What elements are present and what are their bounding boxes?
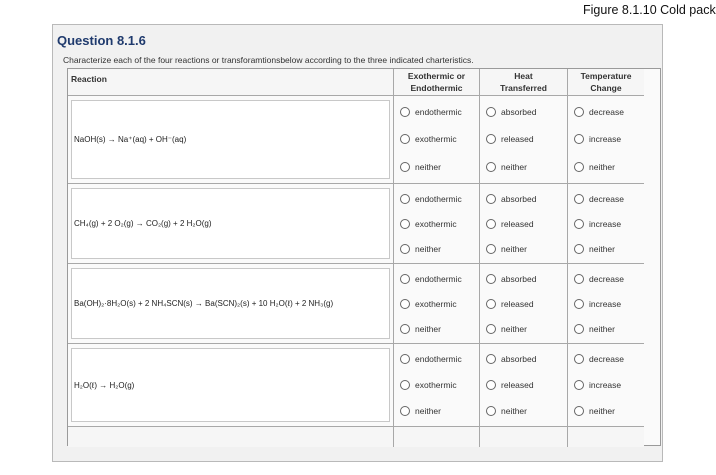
header-heat-line2: Transferred (500, 83, 547, 93)
radio-option-increase[interactable] (574, 219, 644, 229)
radio-option-neither[interactable] (400, 324, 479, 334)
radio-option-neither[interactable] (574, 324, 644, 334)
radio-icon[interactable] (486, 380, 496, 390)
header-temp (568, 69, 644, 96)
exo-endo-options (394, 184, 480, 264)
option-label: absorbed (501, 106, 537, 117)
figure-caption: Figure 8.1.10 Cold pack (583, 3, 716, 17)
temp-options (568, 96, 644, 184)
radio-icon[interactable] (400, 107, 410, 117)
temp-options (568, 264, 644, 344)
radio-option-neither[interactable] (574, 162, 644, 172)
radio-icon[interactable] (400, 354, 410, 364)
radio-option-absorbed[interactable] (486, 274, 567, 284)
header-reaction (68, 69, 394, 96)
radio-icon[interactable] (486, 354, 496, 364)
radio-icon[interactable] (574, 244, 584, 254)
option-label: exothermic (415, 218, 457, 229)
option-label: decrease (589, 354, 624, 364)
radio-icon[interactable] (574, 324, 584, 334)
option-label: neither (501, 406, 527, 416)
option-label: neither (589, 323, 615, 334)
radio-icon[interactable] (400, 380, 410, 390)
radio-option-decrease[interactable] (574, 194, 644, 204)
heat-options (480, 264, 568, 344)
radio-option-absorbed[interactable] (486, 194, 567, 204)
radio-icon[interactable] (486, 194, 496, 204)
temp-options (568, 344, 644, 427)
option-label: endothermic (415, 106, 462, 117)
heat-options (480, 96, 568, 184)
question-instructions: Characterize each of the four reactions or transforamtionsbelow according to the three indicated charteristics. (63, 55, 474, 65)
option-label: neither (415, 243, 441, 254)
option-label: neither (589, 162, 615, 173)
table-row (68, 184, 394, 264)
radio-option-neither[interactable] (486, 406, 567, 416)
radio-icon[interactable] (574, 354, 584, 364)
radio-option-absorbed[interactable] (486, 354, 567, 364)
radio-icon[interactable] (574, 107, 584, 117)
option-label: increase (589, 218, 622, 229)
characterization-table (67, 68, 661, 446)
radio-icon[interactable] (574, 274, 584, 284)
radio-icon[interactable] (486, 134, 496, 144)
option-label: exothermic (415, 380, 457, 390)
radio-icon[interactable] (486, 324, 496, 334)
radio-option-increase[interactable] (574, 380, 644, 390)
radio-option-increase[interactable] (574, 134, 644, 144)
option-label: neither (501, 323, 527, 334)
radio-option-exothermic[interactable] (400, 299, 479, 309)
radio-icon[interactable] (400, 299, 410, 309)
radio-option-released[interactable] (486, 134, 567, 144)
header-heat (480, 69, 568, 96)
header-heat-line1: Heat (514, 71, 533, 81)
reaction-equation: CH₄(g) + 2 O₂(g) → CO₂(g) + 2 H₂O(g) (71, 188, 390, 259)
radio-option-released[interactable] (486, 380, 567, 390)
option-label: decrease (589, 273, 624, 284)
radio-icon[interactable] (574, 134, 584, 144)
radio-option-released[interactable] (486, 299, 567, 309)
option-label: absorbed (501, 354, 537, 364)
radio-option-endothermic[interactable] (400, 354, 479, 364)
option-label: neither (415, 323, 441, 334)
exo-endo-options (394, 264, 480, 344)
heat-options (480, 184, 568, 264)
radio-option-endothermic[interactable] (400, 274, 479, 284)
radio-option-endothermic[interactable] (400, 107, 479, 117)
radio-option-exothermic[interactable] (400, 380, 479, 390)
table-spacer (68, 427, 394, 447)
radio-icon[interactable] (400, 134, 410, 144)
option-label: endothermic (415, 354, 462, 364)
header-temp-line2: Change (590, 83, 622, 93)
option-label: increase (589, 134, 622, 145)
exo-endo-options (394, 344, 480, 427)
option-label: released (501, 218, 534, 229)
radio-option-endothermic[interactable] (400, 194, 479, 204)
header-temp-line1: Temperature (580, 71, 632, 81)
option-label: neither (501, 162, 527, 173)
option-label: neither (589, 406, 615, 416)
radio-icon[interactable] (486, 244, 496, 254)
radio-icon[interactable] (486, 299, 496, 309)
radio-option-neither[interactable] (400, 244, 479, 254)
option-label: increase (589, 298, 622, 309)
option-label: exothermic (415, 298, 457, 309)
question-title: Question 8.1.6 (57, 33, 146, 48)
table-row (68, 96, 394, 184)
radio-icon[interactable] (574, 380, 584, 390)
option-label: endothermic (415, 193, 462, 204)
table-row (68, 344, 394, 427)
radio-icon[interactable] (574, 299, 584, 309)
reaction-equation: NaOH(s) → Na⁺(aq) + OH⁻(aq) (71, 100, 390, 179)
radio-icon[interactable] (400, 244, 410, 254)
radio-option-neither[interactable] (574, 406, 644, 416)
option-label: absorbed (501, 273, 537, 284)
reaction-equation: H₂O(ℓ) → H₂O(g) (71, 348, 390, 422)
radio-option-increase[interactable] (574, 299, 644, 309)
table-spacer (394, 427, 480, 447)
temp-options (568, 184, 644, 264)
radio-icon[interactable] (400, 162, 410, 172)
option-label: decrease (589, 193, 624, 204)
radio-option-neither[interactable] (486, 244, 567, 254)
radio-icon[interactable] (574, 194, 584, 204)
radio-icon[interactable] (400, 219, 410, 229)
radio-option-neither[interactable] (400, 406, 479, 416)
radio-option-released[interactable] (486, 219, 567, 229)
question-card (52, 24, 663, 462)
radio-icon[interactable] (400, 274, 410, 284)
table-row (68, 264, 394, 344)
radio-icon[interactable] (574, 219, 584, 229)
radio-option-absorbed[interactable] (486, 107, 567, 117)
option-label: endothermic (415, 273, 462, 284)
table-spacer (480, 427, 568, 447)
header-reaction-label: Reaction (71, 74, 107, 84)
radio-option-decrease[interactable] (574, 354, 644, 364)
option-label: released (501, 298, 534, 309)
heat-options (480, 344, 568, 427)
radio-icon[interactable] (574, 406, 584, 416)
option-label: decrease (589, 106, 624, 117)
option-label: neither (415, 162, 441, 173)
reaction-equation: Ba(OH)₂·8H₂O(s) + 2 NH₄SCN(s) → Ba(SCN)₂(s) + 10 H₂O(ℓ) + 2 NH₃(g) (71, 268, 390, 339)
radio-option-neither[interactable] (400, 162, 479, 172)
option-label: neither (415, 406, 441, 416)
exo-endo-options (394, 96, 480, 184)
radio-icon[interactable] (486, 406, 496, 416)
radio-icon[interactable] (486, 219, 496, 229)
option-label: released (501, 134, 534, 145)
option-label: neither (589, 243, 615, 254)
radio-option-decrease[interactable] (574, 274, 644, 284)
option-label: increase (589, 380, 622, 390)
radio-icon[interactable] (400, 406, 410, 416)
option-label: neither (501, 243, 527, 254)
radio-icon[interactable] (486, 274, 496, 284)
header-exo-endo (394, 69, 480, 96)
radio-option-exothermic[interactable] (400, 219, 479, 229)
option-label: absorbed (501, 193, 537, 204)
radio-option-neither[interactable] (574, 244, 644, 254)
radio-icon[interactable] (486, 162, 496, 172)
header-exo-line2: Endothermic (410, 83, 463, 93)
radio-option-neither[interactable] (486, 162, 567, 172)
radio-option-decrease[interactable] (574, 107, 644, 117)
radio-icon[interactable] (400, 324, 410, 334)
radio-icon[interactable] (574, 162, 584, 172)
option-label: exothermic (415, 134, 457, 145)
header-exo-line1: Exothermic or (407, 71, 466, 81)
radio-option-exothermic[interactable] (400, 134, 479, 144)
option-label: released (501, 380, 534, 390)
table-spacer (568, 427, 644, 447)
radio-icon[interactable] (486, 107, 496, 117)
radio-option-neither[interactable] (486, 324, 567, 334)
radio-icon[interactable] (400, 194, 410, 204)
